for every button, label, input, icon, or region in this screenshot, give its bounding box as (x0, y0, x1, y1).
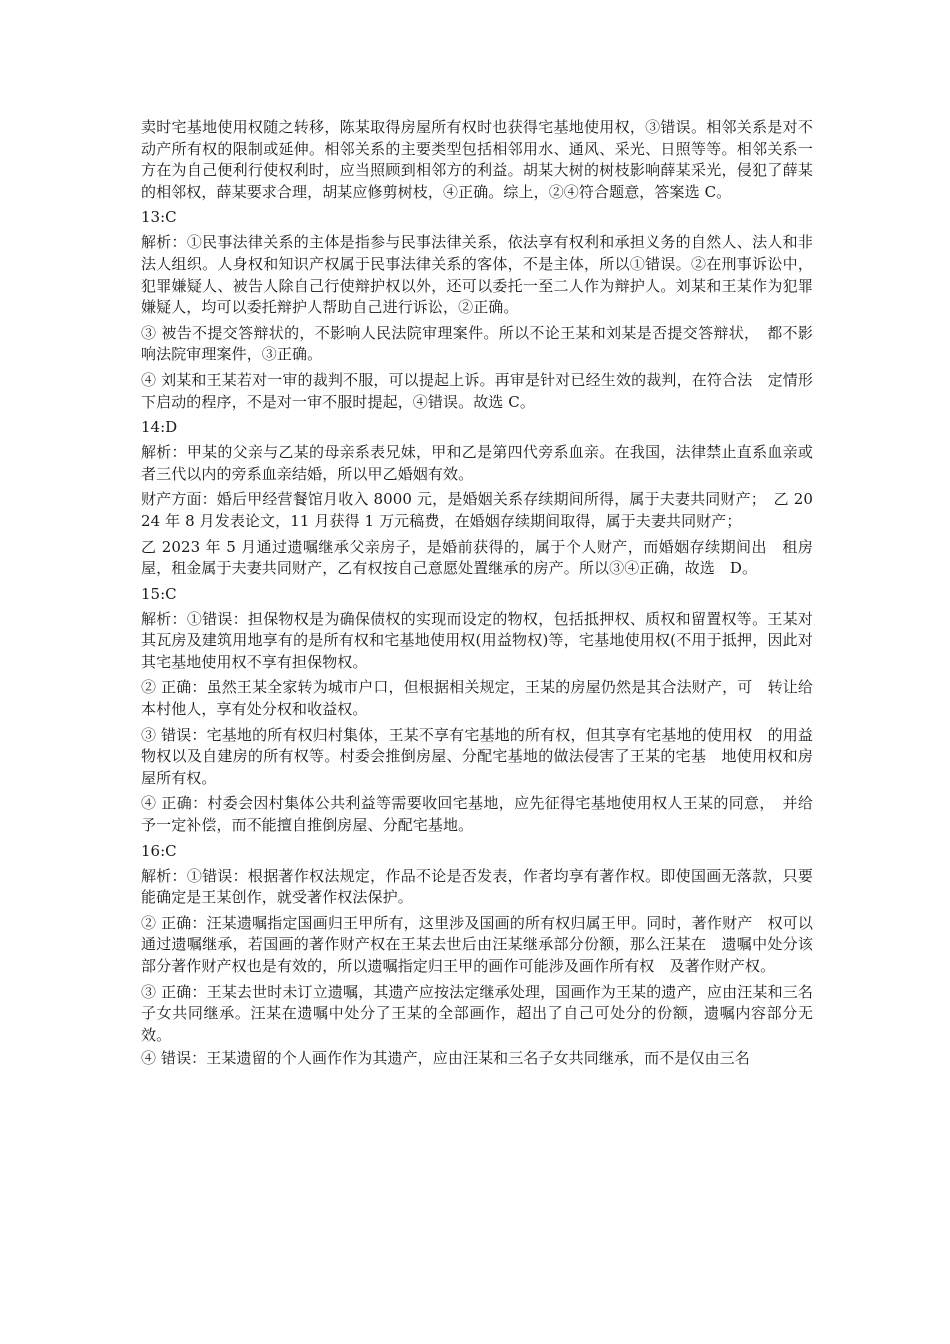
paragraph-15-point-2: ② 正确：虽然王某全家转为城市户口，但根据相关规定，王某的房屋仍然是其合法财产，可 转让给本村他人，享有处分权和收益权。 (141, 678, 813, 719)
paragraph-12-continued: 卖时宅基地使用权随之转移，陈某取得房屋所有权时也获得宅基地使用权，③错误。相邻关系是对不动产所有权的限制或延伸。相邻关系的主要类型包括相邻用水、通风、采光、日照等等。相邻关系一方在为自己便利行使权利时，应当照顾到相邻方的利益。胡某大树的树枝影响薛某采光，侵犯了薛某的相邻权，薛某要求合理，胡某应修剪树枝，④正确。综上，②④符合题意，答案选 C。 (141, 118, 813, 201)
paragraph-14-analysis: 解析：甲某的父亲与乙某的母亲系表兄妹，甲和乙是第四代旁系血亲。在我国，法律禁止直系血亲或者三代以内的旁系血亲结婚，所以甲乙婚姻有效。 (141, 443, 813, 483)
paragraph-15-analysis: 解析：①错误：担保物权是为确保债权的实现而设定的物权，包括抵押权、质权和留置权等。王某对其瓦房及建筑用地享有的是所有权和宅基地使用权(用益物权)等，宅基地使用权(不用于抵押，因此对其宅基地使用权不享有担保物权。 (141, 609, 813, 671)
paragraph-14-inheritance: 乙 2023 年 5 月通过遗嘱继承父亲房子，是婚前获得的，属于个人财产，而婚姻存续期间出 租房屋，租金属于夫妻共同财产，乙有权按自己意愿处置继承的房产。所以③④正确，故选 D。 (141, 537, 813, 578)
paragraph-16-point-3: ③ 正确：王某去世时未订立遗嘱，其遗产应按法定继承处理，国画作为王某的遗产，应由汪某和三名子女共同继承。汪某在遗嘱中处分了王某的全部画作，超出了自己可处分的份额，遗嘱内容部分无效。 (141, 982, 813, 1044)
answer-heading-14: 14:D (141, 418, 178, 437)
answer-heading-13: 13:C (141, 208, 177, 227)
paragraph-16-point-4: ④ 错误：王某遗留的个人画作作为其遗产，应由汪某和三名子女共同继承，而不是仅由三名 (141, 1049, 750, 1068)
paragraph-16-point-2: ② 正确：汪某遗嘱指定国画归王甲所有，这里涉及国画的所有权归属王甲。同时，著作财产 权可以通过遗嘱继承，若国画的著作财产权在王某去世后由汪某继承部分份额，那么汪某在 遗嘱中处分该部分著作财产权也是有效的，所以遗嘱指定归王甲的画作可能涉及画作所有权 及著作财产权。 (141, 913, 813, 975)
paragraph-14-property: 财产方面：婚后甲经营餐馆月收入 8000 元，是婚姻关系存续期间所得，属于夫妻共同财产； 乙 2024 年 8 月发表论文，11 月获得 1 万元稿费，在婚姻存续期间取得，属于夫妻共同财产； (141, 490, 813, 530)
paragraph-13-point-4: ④ 刘某和王某若对一审的裁判不服，可以提起上诉。再审是针对已经生效的裁判，在符合法 定情形下启动的程序，不是对一审不服时提起，④错误。故选 C。 (141, 370, 813, 411)
paragraph-13-point-3: ③ 被告不提交答辩状的，不影响人民法院审理案件。所以不论王某和刘某是否提交答辩状， 都不影响法院审理案件，③正确。 (141, 323, 813, 364)
paragraph-13-analysis: 解析：①民事法律关系的主体是指参与民事法律关系，依法享有权利和承担义务的自然人、法人和非法人组织。人身权和知识产权属于民事法律关系的客体，不是主体，所以①错误。②在刑事诉讼中，犯罪嫌疑人、被告人除自己行使辩护权以外，还可以委托一至二人作为辩护人。刘某和王某作为犯罪嫌疑人，均可以委托辩护人帮助自己进行诉讼，②正确。 (141, 233, 813, 317)
answer-heading-16: 16:C (141, 841, 177, 860)
paragraph-16-analysis: 解析：①错误：根据著作权法规定，作品不论是否发表，作者均享有著作权。即使国画无落款，只要能确定是王某创作，就受著作权法保护。 (141, 866, 813, 907)
document-page (141, 117, 813, 1074)
paragraph-15-point-3: ③ 错误：宅基地的所有权归村集体，王某不享有宅基地的所有权，但其享有宅基地的使用权 的用益物权以及自建房的所有权等。村委会推倒房屋、分配宅基地的做法侵害了王某的宅基 地使用权和房屋所有权。 (141, 725, 813, 787)
answer-heading-15: 15:C (141, 584, 177, 603)
paragraph-15-point-4: ④ 正确：村委会因村集体公共利益等需要收回宅基地，应先征得宅基地使用权人王某的同意， 并给予一定补偿，而不能擅自推倒房屋、分配宅基地。 (141, 794, 813, 835)
